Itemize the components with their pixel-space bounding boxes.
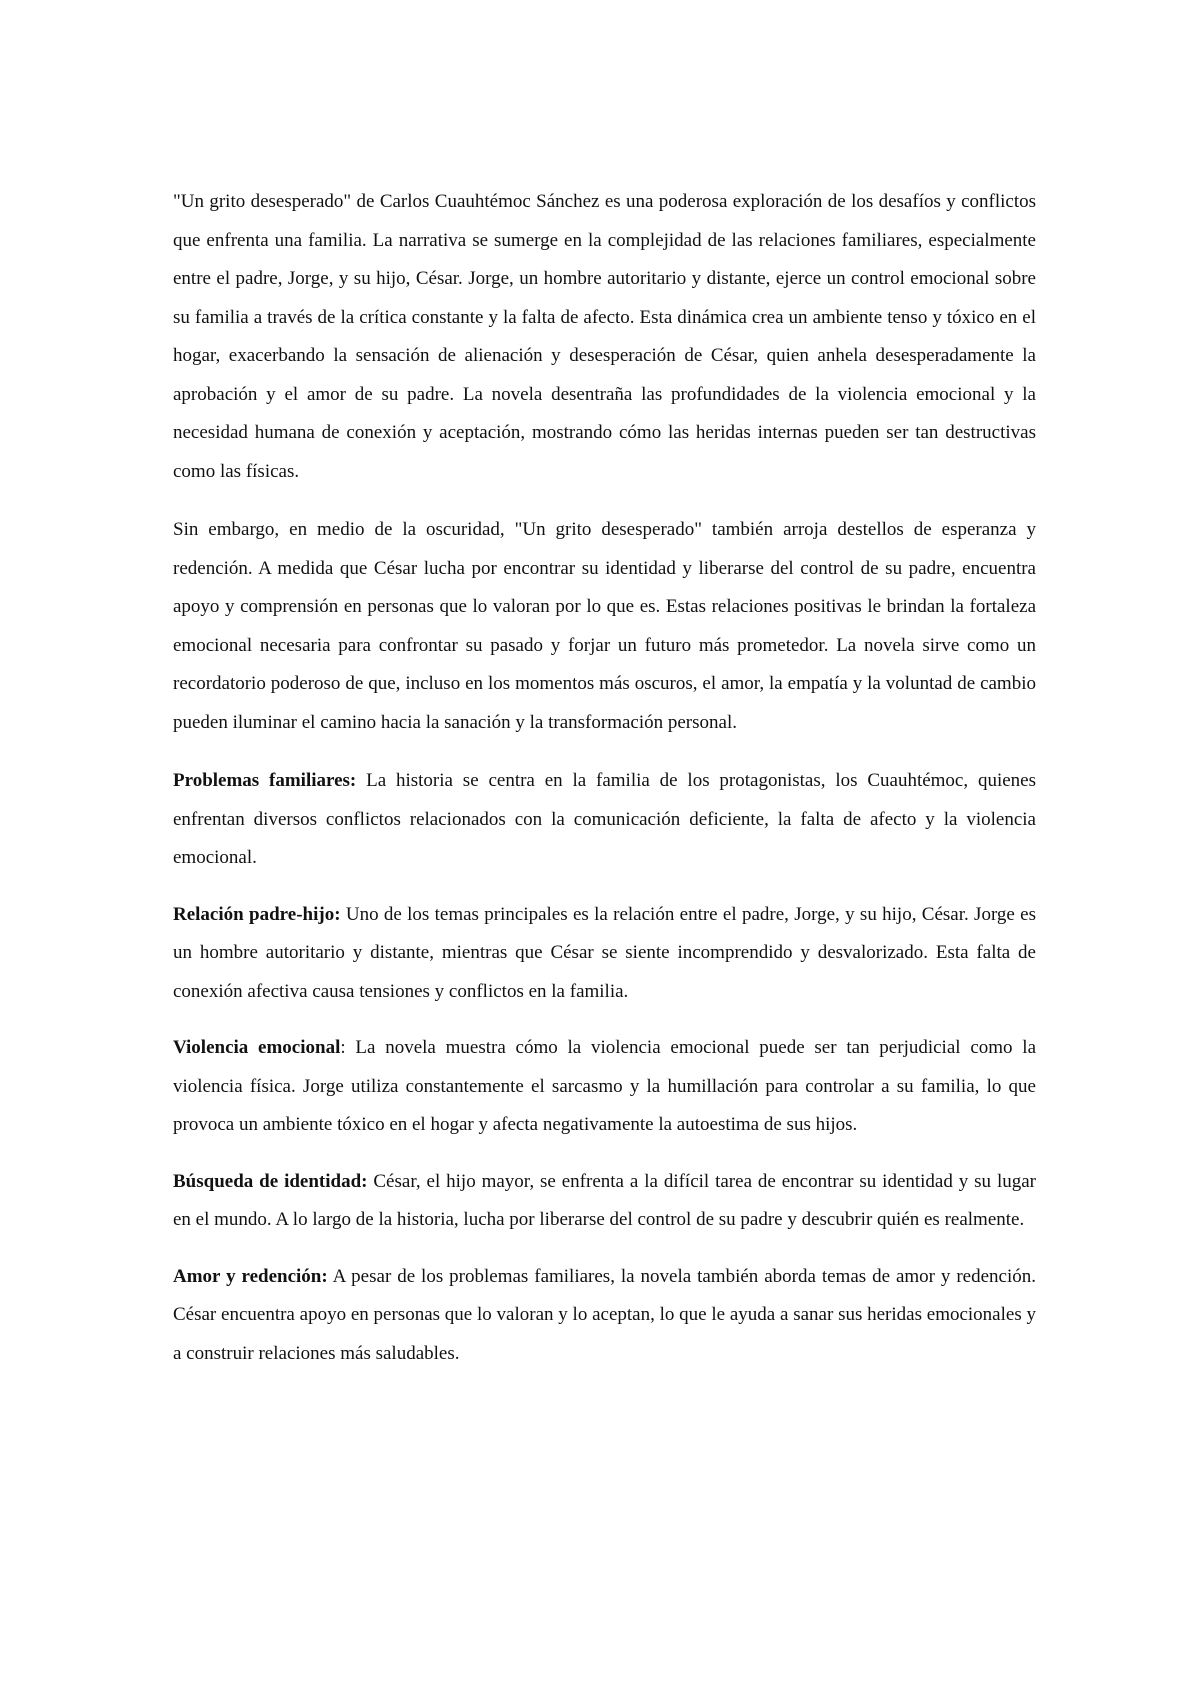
theme-heading: Violencia emocional <box>173 1037 341 1058</box>
theme-paragraph-love-redemption <box>173 1258 1036 1374</box>
theme-body: : La novela muestra cómo la violencia emocional puede ser tan perjudicial como la violencia física. Jorge utiliza constantemente el sarcasmo y la humillación para controlar a su familia, lo que provoca un ambiente tóxico en el hogar y afecta negativamente la autoestima de sus hijos. <box>173 1037 1037 1135</box>
theme-body: La historia se centra en la familia de los protagonistas, los Cuauhtémoc, quienes enfrentan diversos conflictos relacionados con la comunicación deficiente, la falta de afecto y la violencia emocional. <box>173 770 1036 868</box>
theme-heading: Relación padre-hijo: <box>173 903 341 925</box>
theme-heading: Problemas familiares: <box>173 770 357 791</box>
intro-paragraph-1: "Un grito desesperado" de Carlos Cuauhtémoc Sánchez es una poderosa exploración de los desafíos y conflictos que enfrenta una familia. La narrativa se sumerge en la complejidad de las relaciones familiares, especialmente entre el padre, Jorge, y su hijo, César. Jorge, un hombre autoritario y distante, ejerce un control emocional sobre su familia a través de la crítica constante y la falta de afecto. Esta dinámica crea un ambiente tenso y tóxico en el hogar, exacerbando la sensación de alienación y desesperación de César, quien anhela desesperadamente la aprobación y el amor de su padre. La novela desentraña las profundidades de la violencia emocional y la necesidad humana de conexión y aceptación, mostrando cómo las heridas internas pueden ser tan destructivas como las físicas. <box>173 191 1036 482</box>
intro-paragraph-2: Sin embargo, en medio de la oscuridad, "Un grito desesperado" también arroja destellos de esperanza y redención. A medida que César lucha por encontrar su identidad y liberarse del control de su padre, encuentra apoyo y comprensión en personas que lo valoran por lo que es. Estas relaciones positivas le brindan la fortaleza emocional necesaria para confrontar su pasado y forjar un futuro más prometedor. La novela sirve como un recordatorio poderoso de que, incluso en los momentos más oscuros, el amor, la empatía y la voluntad de cambio pueden iluminar el camino hacia la sanación y la transformación personal. <box>173 519 1036 733</box>
theme-heading: Amor y redención: <box>173 1265 328 1287</box>
theme-body: César, el hijo mayor, se enfrenta a la difícil tarea de encontrar su identidad y su lugar en el mundo. A lo largo de la historia, lucha por liberarse del control de su padre y descubrir quién es realmente. <box>173 1170 1036 1230</box>
theme-body: A pesar de los problemas familiares, la novela también aborda temas de amor y redención. César encuentra apoyo en personas que lo valoran y lo aceptan, lo que le ayuda a sanar sus heridas emocionales y a construir relaciones más saludables. <box>173 1265 1037 1364</box>
document-body <box>173 183 1036 1391</box>
theme-body: Uno de los temas principales es la relación entre el padre, Jorge, y su hijo, César. Jorge es un hombre autoritario y distante, mientras que César se siente incomprendido y desvalorizado. Esta falta de conexión afectiva causa tensiones y conflictos en la familia. <box>173 903 1037 1002</box>
theme-heading: Búsqueda de identidad: <box>173 1170 368 1192</box>
theme-paragraph-identity-search <box>173 1163 1036 1240</box>
theme-paragraph-emotional-violence <box>173 1029 1036 1145</box>
theme-paragraph-father-son <box>173 896 1036 1012</box>
theme-paragraph-family-problems <box>173 762 1036 878</box>
